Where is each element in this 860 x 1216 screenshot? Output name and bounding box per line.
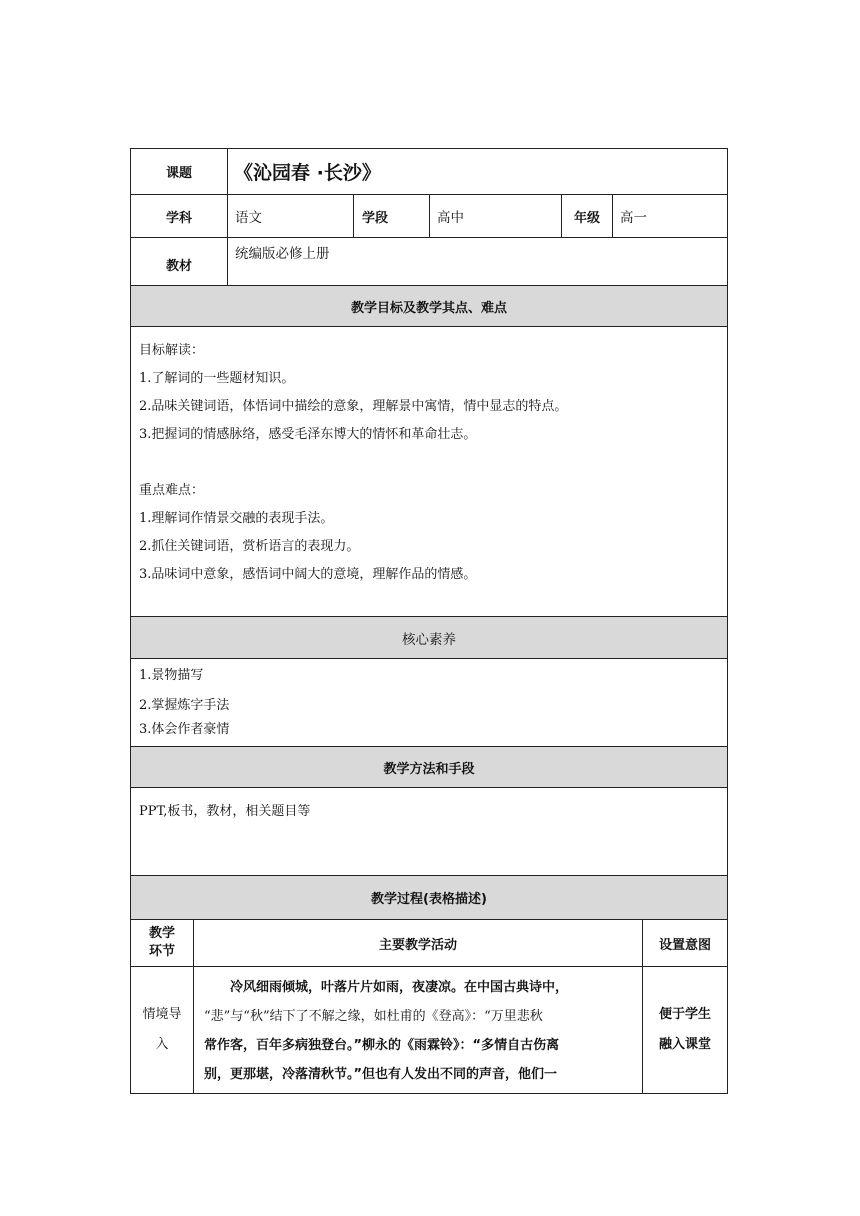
goals-heading: 教学目标及教学其点、难点 <box>350 300 507 316</box>
literacy-heading: 核心素养 <box>402 631 456 648</box>
stage-value: 高中 <box>429 195 561 237</box>
activity-line-3: 常作客，百年多病独登台。”柳永的《雨霖铃》：“多情自古伤离 <box>204 1038 560 1053</box>
process-row <box>130 967 728 1094</box>
goals-interp-item: 3.把握词的情感脉络，感受毛泽东博大的情怀和革命壮志。 <box>139 427 477 442</box>
col-activity-header: 主要教学活动 <box>193 920 642 966</box>
topic-value: 《沁园春 ·长沙》 <box>227 149 727 194</box>
lesson-plan-table <box>130 148 728 1094</box>
goals-content <box>131 327 727 599</box>
literacy-heading-row <box>130 617 728 659</box>
activity-text <box>194 967 642 1089</box>
methods-body <box>130 788 728 876</box>
methods-heading-row <box>130 747 728 788</box>
subject-value: 语文 <box>227 195 353 237</box>
goals-body <box>130 327 728 617</box>
textbook-value: 统编版必修上册 <box>227 238 727 285</box>
literacy-item: 1.景物描写 <box>139 668 204 683</box>
intent-text: 便于学生融入课堂 <box>658 1007 711 1052</box>
subject-label: 学科 <box>165 210 192 226</box>
goals-key-item: 3.品味词中意象，感悟词中阔大的意境，理解作品的情感。 <box>139 567 477 582</box>
goals-interp-item: 2.品味关键词语，体悟词中描绘的意象，理解景中寓情，情中显志的特点。 <box>139 399 568 414</box>
goals-key-title: 重点难点： <box>139 483 205 498</box>
subject-row <box>130 195 728 238</box>
literacy-content <box>131 659 727 747</box>
activity-cell <box>193 967 642 1093</box>
stage-cell <box>131 967 193 1093</box>
stage-text: 情境导入 <box>142 1007 182 1052</box>
activity-line-2: “悲”与“秋”结下了不解之缘，如杜甫的《登高》：“万里悲秋 <box>204 1009 543 1024</box>
grade-label: 年级 <box>561 195 612 237</box>
intent-cell <box>642 967 727 1093</box>
methods-text: PPT,板书，教材，相关题目等 <box>139 804 311 819</box>
topic-label: 课题 <box>165 166 192 181</box>
textbook-label: 教材 <box>165 259 192 274</box>
goals-heading-row <box>130 286 728 327</box>
process-header-row <box>130 920 728 967</box>
activity-line-4: 别，更那堪，冷落清秋节。”但也有人发出不同的声音，他们一 <box>204 1067 558 1082</box>
literacy-body <box>130 659 728 747</box>
stage-label: 学段 <box>353 195 429 237</box>
goals-key-item: 2.抓住关键词语，赏析语言的表现力。 <box>139 539 360 554</box>
topic-row <box>130 148 728 195</box>
col-stage-header: 教学环节 <box>148 926 175 959</box>
activity-line-1: 冷风细雨倾城，叶落片片如雨，夜凄凉。在中国古典诗中， <box>230 980 569 995</box>
col-intent-header: 设置意图 <box>642 920 727 966</box>
grade-value: 高一 <box>612 195 727 237</box>
literacy-item: 3.体会作者豪情 <box>139 722 230 737</box>
methods-heading: 教学方法和手段 <box>383 761 475 777</box>
goals-interp-title: 目标解读： <box>139 343 205 358</box>
goals-key-item: 1.理解词作情景交融的表现手法。 <box>139 511 334 526</box>
goals-interp-item: 1.了解词的一些题材知识。 <box>139 371 295 386</box>
literacy-item: 2.掌握炼字手法 <box>139 698 230 713</box>
textbook-row <box>130 238 728 286</box>
process-heading-row <box>130 876 728 920</box>
process-heading: 教学过程(表格描述) <box>371 892 487 907</box>
spacer <box>139 449 719 477</box>
